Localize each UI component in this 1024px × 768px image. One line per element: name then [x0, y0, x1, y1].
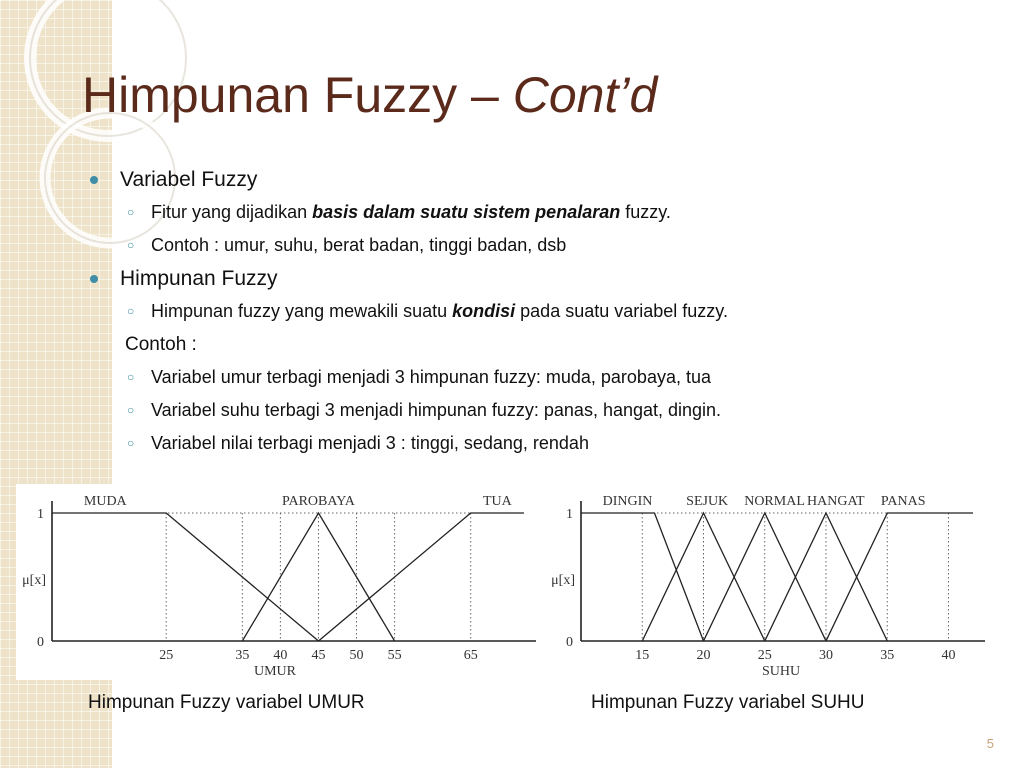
x-tick-label: 40: [941, 648, 956, 663]
caption-suhu: Himpunan Fuzzy variabel SUHU: [591, 692, 865, 713]
x-tick-label: 50: [349, 648, 364, 663]
chart-suhu: [543, 484, 993, 680]
slide-title: [82, 66, 657, 124]
x-axis-label: SUHU: [761, 664, 801, 679]
series-label-sejuk: SEJUK: [686, 494, 729, 509]
y-axis-label: μ[x]: [22, 573, 46, 588]
circle-bullet-icon: ○: [127, 436, 135, 450]
sub-bullet-himpunan-def: ○ Himpunan fuzzy yang mewakili suatu kondisi pada suatu variabel fuzzy.: [90, 295, 990, 328]
x-tick-label: 25: [159, 648, 174, 663]
contoh-label: Contoh :: [125, 334, 197, 355]
caption-umur: Himpunan Fuzzy variabel UMUR: [88, 692, 365, 713]
series-label-hangat: HANGAT: [807, 494, 865, 509]
sub-bullet-fitur: ○ Fitur yang dijadikan basis dalam suatu sistem penalaran fuzzy.: [90, 196, 990, 229]
series-label-normal: NORMAL: [744, 494, 805, 509]
circle-bullet-icon: ○: [127, 403, 135, 417]
example-nilai: ○ Variabel nilai terbagi menjadi 3 : tinggi, sedang, rendah: [90, 427, 990, 460]
page-number: 5: [986, 736, 994, 751]
bullet-variabel-fuzzy: Variabel Fuzzy: [90, 163, 990, 196]
series-line-panas: [826, 513, 973, 641]
series-line-muda: [52, 513, 319, 641]
series-line-tua: [319, 513, 525, 641]
bullet-himpunan-fuzzy: Himpunan Fuzzy: [90, 262, 990, 295]
x-tick-label: 65: [463, 648, 478, 663]
y-tick-label-0: 0: [566, 635, 573, 650]
x-tick-label: 35: [235, 648, 250, 663]
x-tick-label: 45: [311, 648, 326, 663]
title-main: Himpunan Fuzzy –: [82, 67, 513, 123]
circle-bullet-icon: ○: [127, 370, 135, 384]
series-label-parobaya: PAROBAYA: [281, 494, 355, 509]
series-label-muda: MUDA: [83, 494, 127, 509]
y-tick-label-0: 0: [37, 635, 44, 650]
circle-bullet-icon: ○: [127, 205, 135, 219]
sub-bullet-contoh-variabel: ○ Contoh : umur, suhu, berat badan, tinggi badan, dsb: [90, 229, 990, 262]
circle-bullet-icon: ○: [127, 304, 135, 318]
series-label-panas: PANAS: [880, 494, 926, 509]
bullet-list: [90, 163, 990, 460]
circle-bullet-icon: ○: [127, 238, 135, 252]
x-tick-label: 25: [757, 648, 772, 663]
series-label-dingin: DINGIN: [602, 494, 653, 509]
bullet-dot-icon: [90, 275, 98, 283]
series-label-tua: TUA: [482, 494, 512, 509]
example-umur: ○ Variabel umur terbagi menjadi 3 himpunan fuzzy: muda, parobaya, tua: [90, 361, 990, 394]
y-tick-label-1: 1: [566, 507, 573, 522]
x-tick-label: 35: [880, 648, 895, 663]
example-suhu: ○ Variabel suhu terbagi 3 menjadi himpunan fuzzy: panas, hangat, dingin.: [90, 394, 990, 427]
y-axis-label: μ[x]: [551, 573, 575, 588]
bullet-dot-icon: [90, 176, 98, 184]
y-tick-label-1: 1: [37, 507, 44, 522]
chart-umur: [16, 484, 541, 680]
x-tick-label: 40: [273, 648, 288, 663]
x-axis-label: UMUR: [253, 664, 297, 679]
x-tick-label: 15: [635, 648, 650, 663]
x-tick-label: 30: [819, 648, 833, 663]
title-italic: Cont’d: [512, 67, 658, 123]
x-tick-label: 20: [696, 648, 711, 663]
x-tick-label: 55: [387, 648, 402, 663]
